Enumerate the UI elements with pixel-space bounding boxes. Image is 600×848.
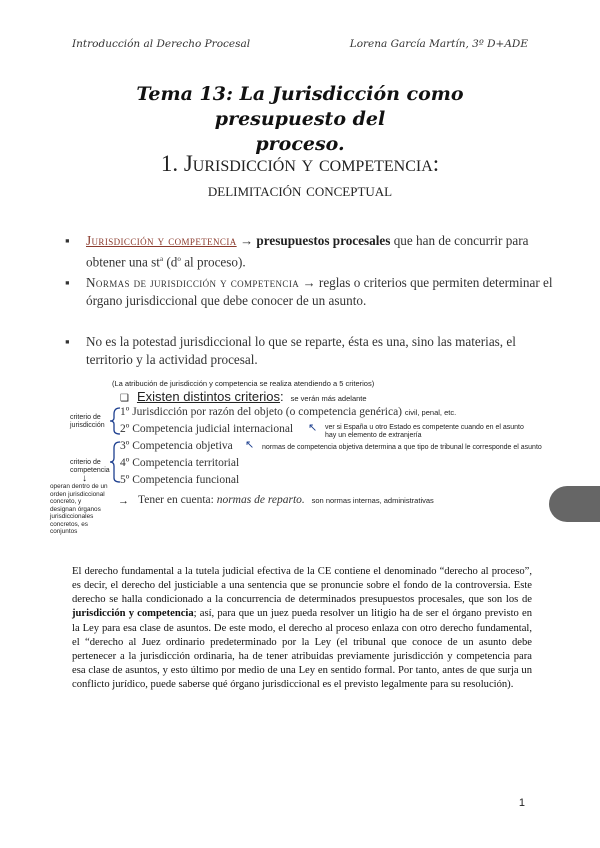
bullet-dot: ▪	[65, 233, 70, 248]
bullet-2: ▪ Normas de jurisdicción y competencia → reglas o criterios que permiten determinar el órgano jurisdiccional que debe conocer de un asunto.	[65, 275, 553, 308]
section-heading	[70, 150, 530, 204]
bullet-dot: ▪	[65, 275, 70, 290]
bullet-3: ▪ No es la potestad jurisdiccional lo que se reparte, ésta es una, sino las materias, el territorio y la actividad procesal.	[65, 334, 516, 367]
bullet-dot: ▪	[65, 334, 70, 349]
body-paragraph: El derecho fundamental a la tutela judicial efectiva de la CE contiene el denominado “derecho al proceso”, es decir, el derecho del justiciable a una sentencia que se pronuncie sobre el fondo de la controversia. Este derecho se halla condicionado a la concurrencia de determinados presupuestos procesales, que son los de jurisdicción y competencia; así, para que un juez pueda resolver un litigio ha de ser el órgano previsto en la Ley para esa clase de asuntos. De este modo, el derecho al proceso enlaza con otro derecho fundamental, el “derecho al Juez ordinario predeterminado por la Ley (el tribunal que conoce de un asunto debe pertenecer a la jurisdicción ordinaria, ha de tener atribuidas previamente jurisdicción y competencia para esa clase de asuntos, y esto último por medio de una Ley en sentido formal. Por tanto, antes de que surja un conflicto jurídico, puede saberse qué órgano jurisdiccional es el previsto legalmente para su resolución).	[72, 566, 532, 691]
criteria-item-3-note: normas de competencia objetiva determina a que tipo de tribunal le corresponde el asunto	[262, 444, 542, 451]
criteria-item-3: 3º Competencia objetiva	[120, 440, 233, 452]
page-number: 1	[518, 797, 525, 809]
topic-title-line2: proceso.	[255, 133, 345, 155]
criteria-heading: Existen distintos criterios	[136, 389, 281, 404]
label-criterio-jurisdiccion: criterio de jurisdicción	[70, 414, 105, 429]
criteria-item-5: 5º Competencia funcional	[120, 474, 240, 486]
arrow-icon: ↖	[245, 439, 255, 451]
side-tab[interactable]	[549, 486, 600, 522]
label-criterio-competencia: criterio de competencia	[70, 459, 110, 474]
criteria-item-2-note: ver si España u otro Estado es competente cuando en el asunto hay un elemento de extranjería	[325, 424, 524, 439]
criteria-heading-row: ❑ Existen distintos criterios: se verán más adelante	[120, 389, 367, 404]
bullet-1: ▪ Jurisdicción y competencia → presupuestos procesales que han de concurrir para obtener una $st^a$ ($d^o$ al proceso).	[65, 233, 529, 270]
topic-title	[70, 82, 530, 157]
header-right: Lorena García Martín, 3º D+ADE	[349, 38, 528, 50]
tener-arrow-icon: →	[118, 495, 129, 507]
checkbox-icon: ❑	[120, 393, 129, 404]
topic-title-line1: Tema 13: La Jurisdicción como presupuesto del	[136, 83, 464, 130]
arrow-icon: ↖	[308, 422, 318, 434]
header-left: Introducción al Derecho Procesal	[72, 38, 251, 50]
label-operan: operan dentro de un orden jurisdiccional concreto, y designan órganos jurisdiccionales concretos, es conjuntos	[50, 483, 108, 535]
tener-en-cuenta: Tener en cuenta: normas de reparto. son normas internas, administrativas	[138, 494, 434, 506]
section-heading-line2: delimitación conceptual	[207, 180, 393, 201]
section-heading-line1: 1. Jurisdicción y competencia:	[160, 151, 440, 176]
criteria-item-4: 4º Competencia territorial	[120, 457, 240, 469]
down-arrow-icon: ↓	[82, 473, 87, 484]
criteria-heading-note: se verán más adelante	[290, 394, 367, 403]
criteria-note-top: (La atribución de jurisdicción y competencia se realiza atendiendo a 5 criterios)	[112, 379, 375, 388]
criteria-item-1: 1º Jurisdicción por razón del objeto (o competencia genérica) civil, penal, etc.	[120, 406, 457, 418]
criteria-item-2: 2º Competencia judicial internacional	[120, 423, 294, 435]
